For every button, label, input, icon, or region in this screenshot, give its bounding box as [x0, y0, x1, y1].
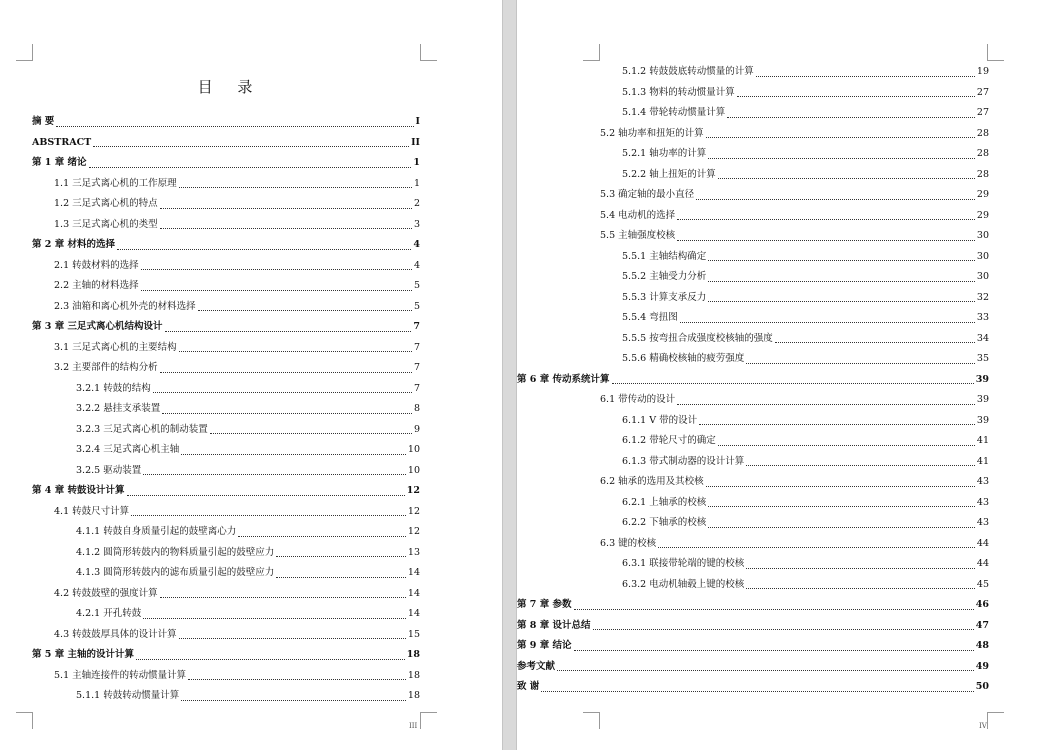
toc-entry-page-number: 1: [413, 157, 420, 168]
toc-entry[interactable]: [517, 390, 989, 411]
toc-dot-leader: [677, 240, 975, 241]
toc-dot-leader: [775, 342, 975, 343]
toc-entry-label: 第 9 章 结论: [517, 640, 572, 651]
toc-entry-label: 3.2 主要部件的结构分析: [54, 362, 158, 373]
toc-entry-page-number: 28: [976, 148, 989, 159]
toc-dot-leader: [127, 495, 405, 496]
toc-dot-leader: [160, 208, 412, 209]
toc-entry-label: 5.1.1 转鼓转动惯量计算: [76, 690, 180, 701]
toc-dot-leader: [165, 331, 412, 332]
page-footer-number: IV: [979, 722, 987, 730]
toc-entry-label: 4.1.2 圆筒形转鼓内的物料质量引起的鼓壁应力: [76, 546, 275, 558]
toc-entry-page-number: 18: [406, 649, 420, 660]
toc-dot-leader: [160, 228, 412, 229]
toc-entry-label: 6.3 键的校核: [600, 537, 657, 549]
toc-entry[interactable]: [517, 62, 989, 83]
toc-entry-page-number: 3: [413, 218, 420, 230]
toc-dot-leader: [708, 301, 975, 302]
toc-entry[interactable]: [32, 338, 420, 359]
toc-dot-leader: [541, 691, 973, 692]
toc-entry[interactable]: [517, 657, 989, 678]
toc-entry[interactable]: [517, 185, 989, 206]
toc-entry-label: 3.2.2 悬挂支承装置: [76, 403, 161, 414]
toc-dot-leader: [593, 629, 974, 630]
toc-entry-label: 4.1.3 圆筒形转鼓内的滤布质量引起的鼓壁应力: [76, 567, 275, 578]
crop-mark-bottom-left: [583, 712, 600, 729]
toc-entry-label: 4.1 转鼓尺寸计算: [54, 505, 130, 517]
toc-entry-label: 5.5.6 精确校核轴的疲劳强度: [622, 353, 745, 364]
toc-entry-label: 6.1 带传动的设计: [600, 394, 676, 405]
toc-entry[interactable]: [517, 329, 989, 350]
toc-entry-page-number: 46: [975, 599, 989, 610]
toc-dot-leader: [276, 577, 406, 578]
crop-mark-bottom-right: [420, 712, 437, 729]
toc-dot-leader: [188, 679, 406, 680]
toc-dot-leader: [143, 474, 406, 475]
toc-entry[interactable]: [32, 481, 420, 502]
toc-entry-label: 5.5.4 弯扭图: [622, 312, 678, 323]
toc-entry-page-number: 2: [413, 198, 420, 209]
toc-dot-leader: [677, 219, 975, 220]
toc-entry-page-number: 5: [413, 300, 420, 312]
toc-entry[interactable]: [32, 686, 420, 707]
toc-entry[interactable]: [32, 502, 420, 523]
toc-entry-label: 5.4 电动机的选择: [600, 209, 676, 221]
toc-entry-page-number: 19: [976, 66, 989, 77]
toc-entry[interactable]: [517, 595, 989, 616]
toc-dot-leader: [160, 597, 406, 598]
toc-dot-leader: [181, 700, 406, 701]
crop-mark-top-right: [420, 44, 437, 61]
toc-entry-label: 4.1.1 转鼓自身质量引起的鼓壁离心力: [76, 526, 237, 537]
toc-entry[interactable]: [32, 256, 420, 277]
toc-dot-leader: [179, 351, 412, 352]
toc-dot-leader: [699, 424, 975, 425]
toc-entry-page-number: 1: [413, 177, 420, 189]
toc-entry[interactable]: [517, 636, 989, 657]
toc-dot-leader: [708, 281, 975, 282]
toc-entry-page-number: 30: [976, 250, 989, 262]
toc-entry[interactable]: [517, 288, 989, 309]
toc-entry[interactable]: [32, 625, 420, 646]
toc-entry-label: 5.3 确定轴的最小直径: [600, 189, 695, 200]
toc-entry[interactable]: [32, 153, 420, 174]
toc-dot-leader: [56, 126, 413, 127]
toc-entry-page-number: II: [411, 136, 420, 148]
crop-mark-top-right: [987, 44, 1004, 61]
toc-entry[interactable]: [32, 461, 420, 482]
toc-entry-label: 致 谢: [517, 681, 540, 692]
toc-dot-leader: [706, 486, 975, 487]
toc-entry-page-number: 9: [413, 423, 420, 435]
toc-entry-label: 4.2.1 开孔转鼓: [76, 608, 142, 619]
toc-entry-label: 3.2.4 三足式离心机主轴: [76, 444, 180, 455]
toc-dot-leader: [708, 506, 975, 507]
toc-list-right: [517, 62, 989, 698]
toc-entry-label: 5.1.4 带轮转动惯量计算: [622, 107, 726, 118]
toc-entry-label: 第 3 章 三足式离心机结构设计: [32, 321, 163, 332]
page-footer-number: III: [409, 722, 418, 730]
toc-dot-leader: [179, 187, 412, 188]
toc-entry[interactable]: [517, 124, 989, 145]
toc-dot-leader: [727, 117, 975, 118]
toc-entry-label: 6.3.1 联接带轮端的键的校核: [622, 558, 745, 569]
toc-entry[interactable]: [517, 206, 989, 227]
toc-entry[interactable]: [32, 133, 420, 154]
toc-dot-leader: [718, 178, 975, 179]
toc-entry-page-number: 28: [976, 127, 989, 139]
toc-dot-leader: [181, 454, 406, 455]
toc-dot-leader: [746, 568, 975, 569]
toc-entry-page-number: 7: [413, 362, 420, 373]
toc-entry[interactable]: [32, 420, 420, 441]
toc-dot-leader: [557, 670, 974, 671]
toc-entry-page-number: 30: [976, 230, 989, 241]
toc-entry[interactable]: [32, 194, 420, 215]
toc-entry-page-number: 27: [976, 86, 989, 98]
toc-entry-page-number: 12: [406, 485, 420, 496]
toc-entry[interactable]: [32, 399, 420, 420]
toc-entry-label: 3.2.5 驱动装置: [76, 464, 142, 476]
toc-entry-label: 2.1 转鼓材料的选择: [54, 259, 139, 271]
toc-dot-leader: [162, 413, 412, 414]
toc-entry-label: 5.5.5 按弯扭合成强度校核轴的强度: [622, 332, 773, 344]
toc-dot-leader: [612, 383, 974, 384]
toc-dot-leader: [706, 137, 975, 138]
toc-entry[interactable]: [517, 349, 989, 370]
toc-entry[interactable]: [32, 379, 420, 400]
toc-entry-page-number: 4: [413, 259, 420, 271]
toc-entry[interactable]: [517, 472, 989, 493]
toc-entry-label: 第 7 章 参数: [517, 599, 572, 610]
toc-entry-page-number: 50: [975, 681, 989, 692]
toc-entry-page-number: 4: [413, 239, 420, 250]
toc-entry[interactable]: [517, 83, 989, 104]
toc-entry-page-number: 39: [976, 394, 989, 405]
toc-entry-page-number: 39: [975, 373, 989, 385]
toc-entry-page-number: 5: [413, 280, 420, 291]
toc-entry[interactable]: [517, 247, 989, 268]
toc-entry-page-number: 14: [407, 608, 420, 619]
toc-entry-label: 3.1 三足式离心机的主要结构: [54, 341, 177, 353]
toc-entry-label: 6.2 轴承的选用及其校核: [600, 476, 704, 487]
left-page: [0, 0, 502, 750]
toc-entry-label: 6.1.1 V 带的设计: [622, 414, 698, 426]
toc-entry-page-number: 30: [976, 271, 989, 282]
toc-dot-leader: [276, 556, 406, 557]
toc-entry-page-number: 43: [976, 476, 989, 487]
toc-entry[interactable]: [517, 411, 989, 432]
toc-entry[interactable]: [517, 308, 989, 329]
page-title: 目 录: [197, 78, 263, 96]
toc-entry-page-number: 7: [413, 341, 420, 353]
toc-entry-label: 5.5.3 计算支承反力: [622, 291, 707, 303]
toc-entry[interactable]: [32, 440, 420, 461]
toc-entry[interactable]: [32, 584, 420, 605]
toc-entry-page-number: 45: [976, 578, 989, 590]
toc-entry-label: 第 5 章 主轴的设计计算: [32, 649, 135, 660]
toc-entry-page-number: 18: [407, 669, 420, 681]
toc-entry-label: 5.2.2 轴上扭矩的计算: [622, 168, 716, 180]
toc-entry[interactable]: [517, 554, 989, 575]
crop-mark-top-left: [583, 44, 600, 61]
toc-entry-label: 参考文献: [517, 660, 556, 672]
toc-entry-label: 1.2 三足式离心机的特点: [54, 198, 158, 209]
toc-entry-label: 5.1.3 物料的转动惯量计算: [622, 86, 735, 98]
toc-entry[interactable]: [32, 563, 420, 584]
toc-dot-leader: [756, 76, 975, 77]
toc-entry-label: 3.2.3 三足式离心机的制动装置: [76, 423, 208, 435]
toc-entry-page-number: 14: [407, 587, 420, 599]
toc-entry-label: 摘 要: [32, 116, 55, 127]
toc-entry-page-number: 27: [976, 107, 989, 118]
toc-entry[interactable]: [32, 604, 420, 625]
toc-entry-label: 6.2.2 下轴承的校核: [622, 517, 707, 528]
crop-mark-bottom-left: [16, 712, 33, 729]
toc-entry-label: 第 1 章 绪论: [32, 157, 87, 168]
toc-entry[interactable]: [517, 616, 989, 637]
toc-entry[interactable]: [32, 645, 420, 666]
toc-dot-leader: [93, 146, 409, 147]
toc-entry[interactable]: [32, 276, 420, 297]
toc-entry-page-number: 34: [976, 332, 989, 344]
toc-entry-page-number: 14: [407, 567, 420, 578]
toc-entry-label: 1.1 三足式离心机的工作原理: [54, 177, 177, 189]
toc-dot-leader: [153, 392, 412, 393]
toc-entry[interactable]: [517, 226, 989, 247]
toc-entry[interactable]: [32, 543, 420, 564]
toc-entry-label: 第 8 章 设计总结: [517, 619, 591, 631]
toc-entry-page-number: 8: [413, 403, 420, 414]
toc-entry[interactable]: [32, 522, 420, 543]
toc-dot-leader: [746, 465, 975, 466]
toc-entry-page-number: 39: [976, 414, 989, 426]
toc-entry[interactable]: [517, 165, 989, 186]
toc-dot-leader: [708, 260, 975, 261]
toc-entry-page-number: 15: [407, 628, 420, 640]
toc-entry-page-number: 35: [976, 353, 989, 364]
toc-dot-leader: [179, 638, 406, 639]
toc-dot-leader: [708, 158, 975, 159]
toc-dot-leader: [131, 515, 406, 516]
toc-entry[interactable]: [517, 103, 989, 124]
toc-entry[interactable]: [32, 174, 420, 195]
toc-dot-leader: [737, 96, 975, 97]
toc-entry-label: 第 4 章 转鼓设计计算: [32, 485, 125, 496]
toc-entry-page-number: 7: [413, 321, 420, 332]
toc-entry[interactable]: [517, 513, 989, 534]
toc-dot-leader: [160, 372, 412, 373]
toc-entry-page-number: 13: [407, 546, 420, 558]
toc-entry-page-number: 41: [976, 435, 989, 446]
toc-dot-leader: [746, 363, 975, 364]
toc-entry[interactable]: [517, 431, 989, 452]
toc-entry-page-number: 29: [976, 189, 989, 200]
toc-entry-page-number: 41: [976, 455, 989, 467]
toc-entry-label: 2.3 油箱和离心机外壳的材料选择: [54, 300, 196, 312]
toc-entry-page-number: 44: [976, 537, 989, 549]
toc-entry[interactable]: [32, 666, 420, 687]
toc-entry-label: 5.5 主轴强度校核: [600, 230, 676, 241]
toc-dot-leader: [198, 310, 412, 311]
right-page: [517, 0, 1042, 750]
toc-entry-label: 4.2 转鼓鼓壁的强度计算: [54, 587, 158, 599]
toc-entry[interactable]: [32, 317, 420, 338]
toc-entry-page-number: 10: [407, 444, 420, 455]
toc-dot-leader: [677, 404, 975, 405]
crop-mark-bottom-right: [987, 712, 1004, 729]
toc-entry[interactable]: [517, 493, 989, 514]
toc-entry-label: 第 2 章 材料的选择: [32, 239, 116, 250]
toc-entry-page-number: 29: [976, 209, 989, 221]
toc-entry-page-number: 44: [976, 558, 989, 569]
toc-entry[interactable]: [517, 575, 989, 596]
toc-entry-label: 3.2.1 转鼓的结构: [76, 382, 151, 394]
toc-entry-label: 5.5.1 主轴结构确定: [622, 250, 707, 262]
crop-mark-top-left: [16, 44, 33, 61]
toc-entry-label: 5.5.2 主轴受力分析: [622, 271, 707, 282]
toc-dot-leader: [696, 199, 975, 200]
toc-entry[interactable]: [32, 112, 420, 133]
toc-entry[interactable]: [32, 215, 420, 236]
toc-entry-label: 4.3 转鼓鼓厚具体的设计计算: [54, 628, 177, 640]
toc-entry[interactable]: [32, 358, 420, 379]
toc-entry-page-number: 10: [407, 464, 420, 476]
toc-entry-page-number: 7: [413, 382, 420, 394]
toc-entry-page-number: 48: [975, 640, 989, 651]
toc-entry-page-number: 18: [407, 690, 420, 701]
toc-entry[interactable]: [517, 144, 989, 165]
toc-entry-label: 1.3 三足式离心机的类型: [54, 218, 158, 230]
toc-entry-page-number: 12: [407, 526, 420, 537]
toc-dot-leader: [708, 527, 975, 528]
toc-dot-leader: [574, 609, 974, 610]
toc-dot-leader: [718, 445, 975, 446]
toc-dot-leader: [210, 433, 412, 434]
toc-dot-leader: [746, 588, 975, 589]
toc-entry-page-number: 33: [976, 312, 989, 323]
toc-entry[interactable]: [517, 370, 989, 391]
toc-dot-leader: [141, 290, 412, 291]
toc-entry[interactable]: [517, 677, 989, 698]
toc-entry-page-number: I: [415, 116, 420, 127]
toc-dot-leader: [89, 167, 412, 168]
toc-entry-label: 2.2 主轴的材料选择: [54, 280, 139, 291]
toc-entry-page-number: 28: [976, 168, 989, 180]
toc-entry-label: 6.1.2 带轮尺寸的确定: [622, 435, 716, 446]
toc-entry-label: 6.3.2 电动机轴毂上键的校核: [622, 578, 745, 590]
toc-dot-leader: [136, 659, 405, 660]
toc-dot-leader: [658, 547, 975, 548]
toc-entry-page-number: 49: [975, 660, 989, 672]
toc-list-left: [32, 112, 420, 707]
toc-entry-label: 5.1 主轴连接件的转动惯量计算: [54, 669, 187, 681]
toc-entry[interactable]: [517, 267, 989, 288]
toc-entry-label: 5.2.1 轴功率的计算: [622, 148, 707, 159]
toc-dot-leader: [117, 249, 411, 250]
toc-entry-page-number: 47: [975, 619, 989, 631]
toc-entry-label: 6.1.3 带式制动器的设计计算: [622, 455, 745, 467]
toc-dot-leader: [238, 536, 406, 537]
toc-entry-label: ABSTRACT: [32, 136, 92, 148]
toc-entry-page-number: 32: [976, 291, 989, 303]
toc-dot-leader: [143, 618, 406, 619]
toc-dot-leader: [141, 269, 412, 270]
toc-entry[interactable]: [32, 297, 420, 318]
toc-entry-label: 第 6 章 传动系统计算: [517, 373, 610, 385]
toc-entry-page-number: 43: [976, 517, 989, 528]
page-gutter: [502, 0, 517, 750]
toc-entry-page-number: 43: [976, 496, 989, 508]
toc-entry-page-number: 12: [407, 505, 420, 517]
toc-entry[interactable]: [517, 452, 989, 473]
toc-dot-leader: [680, 322, 975, 323]
toc-entry[interactable]: [517, 534, 989, 555]
toc-entry-label: 5.1.2 转鼓鼓底转动惯量的计算: [622, 66, 754, 77]
toc-entry-label: 5.2 轴功率和扭矩的计算: [600, 127, 704, 139]
toc-entry-label: 6.2.1 上轴承的校核: [622, 496, 707, 508]
toc-entry[interactable]: [32, 235, 420, 256]
toc-dot-leader: [574, 650, 974, 651]
